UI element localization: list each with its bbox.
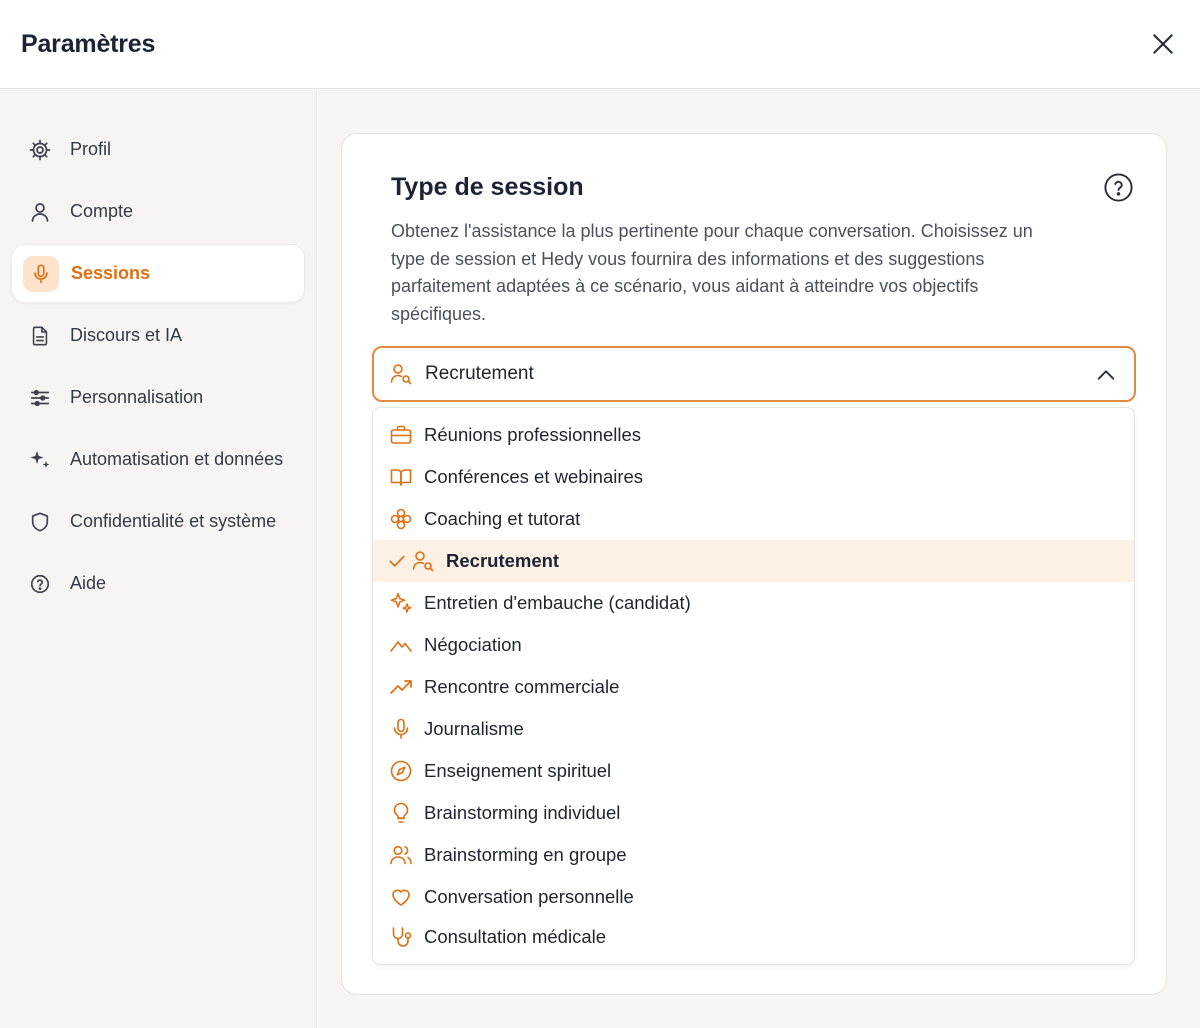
option-coaching-tutorat[interactable] (373, 498, 1134, 540)
sidebar-item-compte[interactable] (11, 182, 305, 241)
option-entretien-embauche[interactable] (373, 582, 1134, 624)
users-icon (388, 842, 414, 868)
sidebar-item-profil[interactable] (11, 120, 305, 179)
option-rencontre-commerciale[interactable] (373, 666, 1134, 708)
help-circle-icon (22, 566, 58, 602)
option-reunions-professionnelles[interactable] (373, 414, 1134, 456)
flower-icon (388, 506, 414, 532)
chevron-up-icon (1095, 364, 1117, 386)
option-label: Enseignement spirituel (424, 760, 612, 781)
option-brainstorming-individuel[interactable] (373, 792, 1134, 834)
sidebar-item-label: Sessions (71, 263, 151, 283)
sidebar-item-label: Aide (70, 573, 107, 593)
briefcase-icon (388, 422, 414, 448)
option-label: Consultation médicale (424, 926, 607, 947)
check-icon (387, 551, 407, 571)
sidebar-item-label: Confidentialité et système (70, 511, 277, 531)
sidebar-item-sessions[interactable] (11, 244, 305, 303)
section-title: Type de session (391, 173, 584, 201)
user-search-icon (410, 548, 436, 574)
user-search-icon (389, 362, 413, 386)
close-icon (1150, 31, 1176, 57)
sidebar-item-label: Discours et IA (70, 325, 183, 345)
stethoscope-icon (388, 924, 414, 950)
sidebar-item-label: Automatisation et données (70, 449, 284, 469)
option-label: Brainstorming individuel (424, 802, 621, 823)
lightbulb-icon (388, 800, 414, 826)
sidebar-item-aide[interactable] (11, 554, 305, 613)
compass-icon (388, 758, 414, 784)
microphone-icon (388, 716, 414, 742)
shield-icon (22, 504, 58, 540)
book-open-icon (388, 464, 414, 490)
sidebar-item-label: Compte (70, 201, 134, 221)
option-brainstorming-groupe[interactable] (373, 834, 1134, 876)
option-label: Rencontre commerciale (424, 676, 620, 697)
option-recrutement[interactable] (373, 540, 1134, 582)
close-button[interactable] (1146, 27, 1180, 61)
help-circle-icon (1103, 172, 1134, 203)
option-conferences-webinaires[interactable] (373, 456, 1134, 498)
sidebar-item-label: Personnalisation (70, 387, 204, 407)
sidebar-item-discours[interactable] (11, 306, 305, 365)
option-label: Réunions professionnelles (424, 424, 641, 445)
option-label: Coaching et tutorat (424, 508, 581, 529)
option-label: Journalisme (424, 718, 524, 739)
sidebar-item-automatisation[interactable] (11, 430, 305, 489)
option-label: Négociation (424, 634, 522, 655)
sparkles-icon (22, 442, 58, 478)
section-description: Obtenez l'assistance la plus pertinente pour chaque conversation. Choisissez un type de session et Hedy vous fournira des informations et des suggestions parfaitement adaptées à ce scénario, vous aidant à atteindre vos objectifs spécifiques. (391, 221, 1033, 325)
option-label: Conversation personnelle (424, 886, 634, 907)
settings-header (0, 0, 1200, 89)
trending-up-icon (388, 674, 414, 700)
option-negociation[interactable] (373, 624, 1134, 666)
sidebar-item-label: Profil (70, 139, 112, 159)
heart-icon (388, 884, 414, 910)
sliders-icon (22, 380, 58, 416)
session-type-select[interactable] (372, 346, 1136, 402)
select-value: Recrutement (425, 363, 534, 384)
mountain-icon (388, 632, 414, 658)
option-label: Entretien d'embauche (candidat) (424, 592, 691, 613)
sparkles-icon (388, 590, 414, 616)
option-conversation-personnelle[interactable] (373, 876, 1134, 918)
document-icon (22, 318, 58, 354)
gear-icon (22, 132, 58, 168)
option-label: Recrutement (446, 550, 560, 571)
sidebar-item-confidentialite[interactable] (11, 492, 305, 551)
user-icon (22, 194, 58, 230)
option-label: Conférences et webinaires (424, 466, 644, 487)
microphone-icon (23, 256, 59, 292)
page-title: Paramètres (21, 30, 156, 58)
option-enseignement-spirituel[interactable] (373, 750, 1134, 792)
option-consultation-medicale[interactable] (373, 916, 1134, 958)
help-button[interactable] (1103, 172, 1134, 203)
option-journalisme[interactable] (373, 708, 1134, 750)
sidebar-item-personnalisation[interactable] (11, 368, 305, 427)
option-label: Brainstorming en groupe (424, 844, 627, 865)
